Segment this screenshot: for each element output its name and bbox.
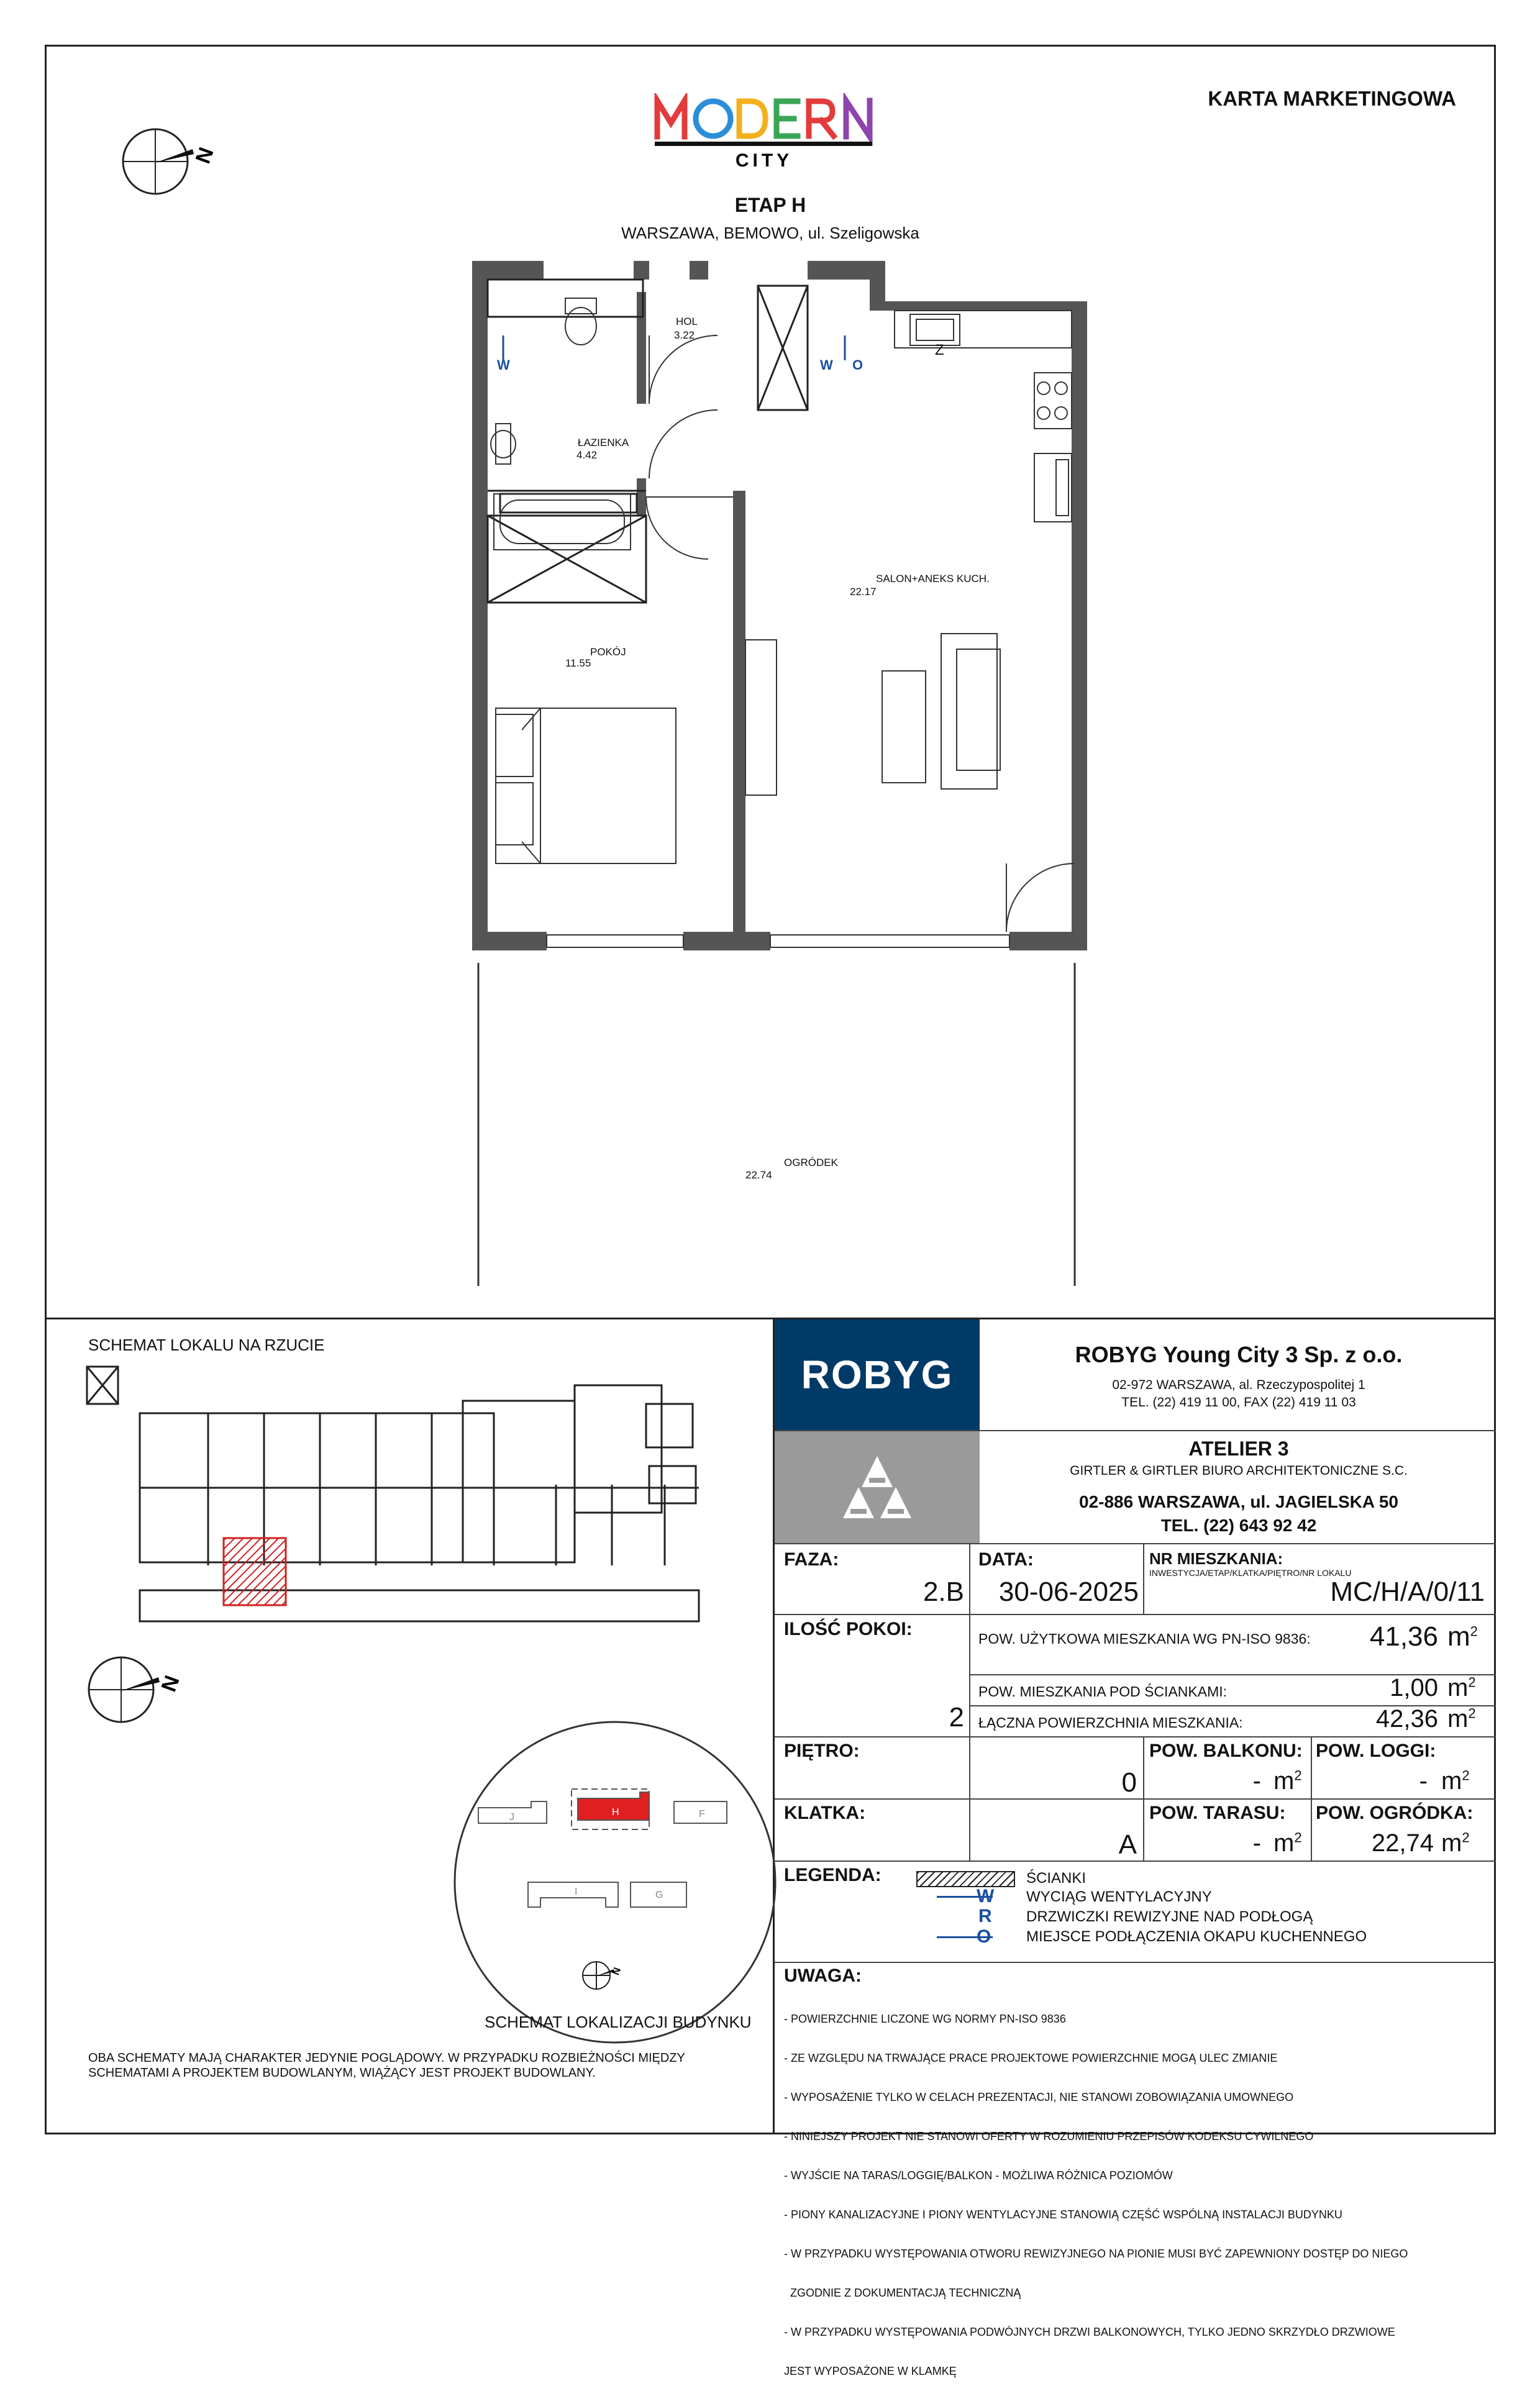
legend-text-2: DRZWICZKI REWIZYJNE NAD PODŁOGĄ: [1026, 1908, 1313, 1925]
legend-sym-2: R: [978, 1906, 992, 1926]
room-label-pokoj: POKÓJ: [590, 646, 626, 658]
note-line: ZGODNIE Z DOKUMENTACJĄ TECHNICZNĄ: [784, 2287, 1021, 2299]
svg-text:G: G: [655, 1890, 663, 1900]
faza-label: FAZA:: [784, 1549, 839, 1570]
architect-desc: GIRTLER & GIRTLER BIURO ARCHITEKTONICZNE S.C.: [1070, 1464, 1408, 1478]
faza-value: 2.B: [923, 1577, 964, 1607]
nr-sub: INWESTYCJA/ETAP/KLATKA/PIĘTRO/NR LOKALU: [1149, 1568, 1352, 1578]
room-area-hol: 3.22: [674, 329, 695, 341]
schema-title: SCHEMAT LOKALU NA RZUCIE: [88, 1336, 325, 1354]
compass-small-icon: [84, 1652, 208, 1730]
disclaimer-line-1: OBA SCHEMATY MAJĄ CHARAKTER JEDYNIE POGLĄDOWY. W PRZYPADKU ROZBIEŻNOŚCI MIĘDZY: [88, 2051, 685, 2065]
card-type: KARTA MARKETINGOWA: [1208, 87, 1456, 110]
building-schema: [84, 1354, 730, 1637]
note-line: - ZE WZGLĘDU NA TRWAJĄCE PRACE PROJEKTOWE POWIERZCHNIE MOGĄ ULEC ZMIANIE: [784, 2052, 1278, 2064]
loggia-value: -: [1419, 1767, 1428, 1795]
logo-sub: CITY: [735, 150, 793, 171]
vent-mark-bath: W: [497, 357, 510, 373]
pow-uzytkowa-value: 41,36: [1369, 1621, 1438, 1652]
note-line: - WYPOSAŻENIE TYLKO W CELACH PREZENTACJI, NIE STANOWI ZOBOWIĄZANIA UMOWNEGO: [784, 2091, 1294, 2103]
pow-uzytkowa-label: POW. UŻYTKOWA MIESZKANIA WG PN-ISO 9836:: [978, 1631, 1311, 1647]
klatka-label: KLATKA:: [784, 1803, 866, 1823]
note-line: - POWIERZCHNIE LICZONE WG NORMY PN-ISO 9836: [784, 2013, 1066, 2025]
legend-title: LEGENDA:: [784, 1865, 882, 1885]
pietro-value: 0: [1121, 1767, 1137, 1798]
compass-north-icon: [118, 124, 242, 202]
note-line: - W PRZYPADKU WYSTĘPOWANIA PODWÓJNYCH DRZWI BALKONOWYCH, TYLKO JEDNO SKRZYDŁO DRZWIOWE: [784, 2326, 1395, 2338]
klatka-value: A: [1118, 1829, 1137, 1860]
room-label-hol: HOL: [676, 316, 698, 327]
note-line: - W PRZYPADKU WYSTĘPOWANIA OTWORU REWIZYJNEGO NA PIONIE MUSI BYĆ ZAPEWNIONY DOSTĘP DO NIEGO: [784, 2248, 1408, 2260]
room-area-lazienka: 4.42: [576, 449, 598, 461]
pokoje-label: ILOŚĆ POKOI:: [784, 1619, 913, 1639]
disclaimer-line-2: SCHEMATAMI A PROJEKTEM BUDOWLANYM, WIĄŻĄCY JEST PROJEKT BUDOWLANY.: [88, 2066, 596, 2080]
legend-hatch-icon: [916, 1871, 1015, 1887]
note-line: JEST WYPOSAŻONE W KLAMKĘ: [784, 2365, 957, 2377]
svg-text:J: J: [509, 1812, 514, 1823]
svg-text:N: N: [191, 144, 219, 167]
company-phones: TEL. (22) 419 11 00, FAX (22) 419 11 03: [1121, 1395, 1356, 1410]
company-address: 02-972 WARSZAWA, al. Rzeczypospolitej 1: [1112, 1378, 1365, 1392]
balkon-value: -: [1252, 1767, 1261, 1795]
legend-sym-1: W: [977, 1886, 995, 1906]
pokoje-value: 2: [949, 1702, 964, 1733]
legend-text-1: WYCIĄG WENTYLACYJNY: [1026, 1888, 1212, 1905]
pow-scianki-label: POW. MIESZKANIA POD ŚCIANKAMI:: [978, 1683, 1228, 1700]
data-label: DATA:: [978, 1549, 1034, 1570]
unit-6: m: [1273, 1829, 1295, 1857]
ogrodek-label: POW. OGRÓDKA:: [1316, 1803, 1474, 1823]
balkon-label: POW. BALKONU:: [1149, 1741, 1303, 1761]
pow-laczna-label: ŁĄCZNA POWIERZCHNIA MIESZKANIA:: [978, 1715, 1243, 1731]
taras-value: -: [1252, 1829, 1261, 1857]
notes-title: UWAGA:: [784, 1965, 862, 1986]
stage-title: ETAP H: [734, 194, 806, 216]
location-map: [453, 1721, 777, 2059]
pow-scianki-value: 1,00: [1390, 1674, 1438, 1701]
nr-label: NR MIESZKANIA:: [1149, 1549, 1283, 1568]
unit-7: m: [1441, 1829, 1462, 1857]
nr-value: MC/H/A/0/11: [1330, 1577, 1485, 1607]
architect-address: 02-886 WARSZAWA, ul. JAGIELSKA 50: [1079, 1492, 1398, 1511]
modern-city-logo: [646, 93, 901, 171]
room-area-salon: 22.17: [850, 586, 877, 598]
room-label-ogrodek: OGRÓDEK: [784, 1157, 838, 1168]
room-label-salon: SALON+ANEKS KUCH.: [876, 573, 990, 585]
svg-text:H: H: [612, 1807, 619, 1818]
room-label-lazienka: ŁAZIENKA: [578, 437, 629, 449]
fridge-mark: Z: [935, 342, 944, 358]
loggia-label: POW. LOGGI:: [1316, 1741, 1436, 1761]
architect-name: ATELIER 3: [1188, 1437, 1289, 1460]
legend-sym-3: O: [977, 1926, 991, 1947]
ogrodek-value: 22,74: [1371, 1829, 1434, 1857]
location-text: WARSZAWA, BEMOWO, ul. Szeligowska: [621, 224, 919, 242]
unit-3: m: [1447, 1705, 1469, 1733]
floor-plan: [460, 261, 1100, 1295]
section-divider: [45, 1318, 1496, 1319]
apartment-highlight: [224, 1538, 286, 1605]
legend-text-0: ŚCIANKI: [1026, 1870, 1087, 1887]
note-line: - WYJŚCIE NA TARAS/LOGGIĘ/BALKON - MOŻLIWA RÓŻNICA POZIOMÓW: [784, 2169, 1173, 2182]
pietro-label: PIĘTRO:: [784, 1741, 860, 1761]
robyg-logo: ROBYG: [775, 1319, 980, 1430]
svg-text:F: F: [699, 1809, 705, 1819]
legend-text-3: MIEJSCE PODŁĄCZENIA OKAPU KUCHENNEGO: [1026, 1928, 1367, 1945]
unit-2: m: [1447, 1674, 1469, 1701]
unit-1: m: [1447, 1621, 1470, 1652]
hood-mark-kitchen: O: [852, 357, 863, 373]
atelier-logo: [775, 1431, 980, 1543]
taras-label: POW. TARASU:: [1149, 1803, 1286, 1823]
vent-mark-kitchen: W: [820, 357, 833, 373]
svg-text:N: N: [611, 1966, 624, 1977]
note-line: - PIONY KANALIZACYJNE I PIONY WENTYLACYJNE STANOWIĄ CZĘŚĆ WSPÓLNĄ INSTALACJI BUDYNKU: [784, 2208, 1342, 2221]
room-area-ogrodek: 22.74: [745, 1169, 772, 1181]
data-value: 30-06-2025: [998, 1577, 1139, 1607]
unit-4: m: [1273, 1767, 1295, 1795]
location-title: SCHEMAT LOKALIZACJI BUDYNKU: [485, 2013, 752, 2031]
unit-5: m: [1441, 1767, 1462, 1795]
notes-list: [784, 1987, 1408, 2391]
svg-text:N: N: [157, 1672, 185, 1695]
room-area-pokoj: 11.55: [565, 657, 591, 669]
svg-text:I: I: [575, 1887, 578, 1897]
note-line: - NINIEJSZY PROJEKT NIE STANOWI OFERTY W ROZUMIENIU PRZEPISÓW KODEKSU CYWILNEGO: [784, 2130, 1314, 2143]
company-name: ROBYG Young City 3 Sp. z o.o.: [1075, 1342, 1403, 1367]
pow-laczna-value: 42,36: [1375, 1705, 1438, 1733]
architect-phone: TEL. (22) 643 92 42: [1160, 1516, 1317, 1535]
